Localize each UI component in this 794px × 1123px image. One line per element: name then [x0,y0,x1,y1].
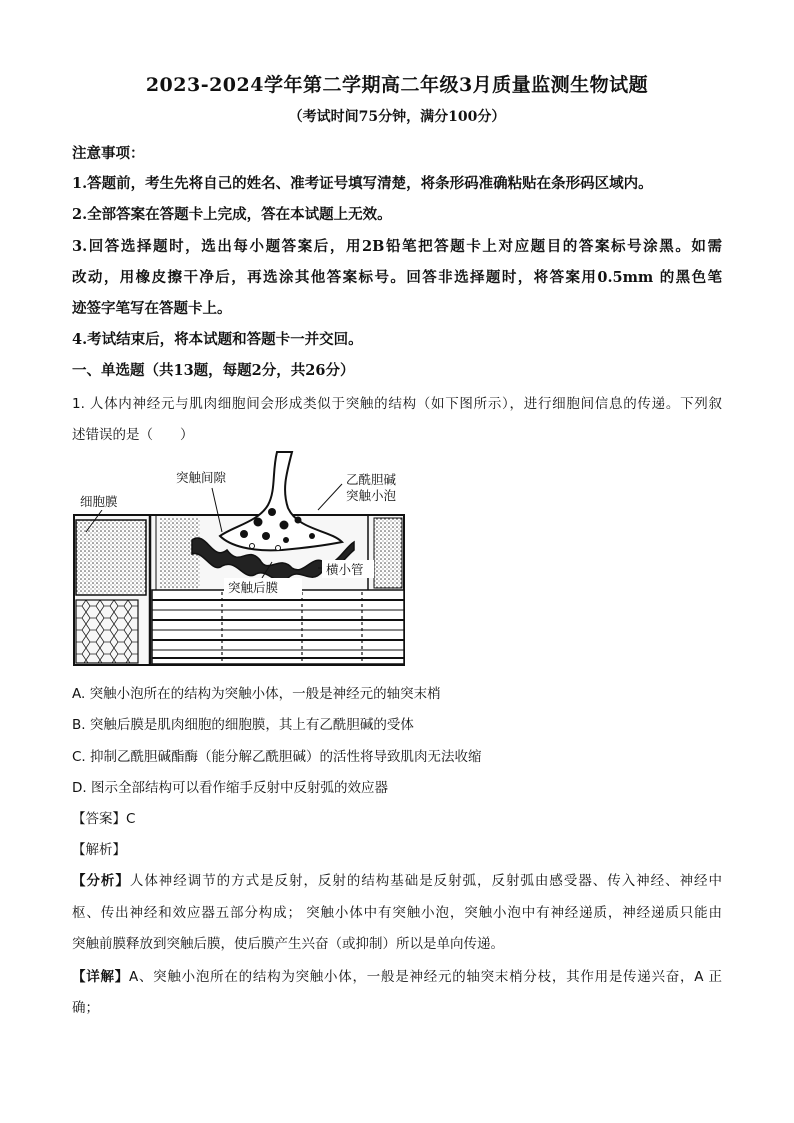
question-1-stem-line-1: 1. 人体内神经元与肌肉细胞间会形成类似于突触的结构（如下图所示），进行细胞间信息的传递。下列叙 [72,396,722,412]
label-synaptic-vesicle: 突触小泡 [346,488,397,503]
question-1-stem-line-2: 述错误的是（ ） [72,427,194,443]
synapse-diagram [72,450,412,670]
myofibril-cross-section [76,600,138,663]
label-synaptic-cleft: 突触间隙 [176,470,227,485]
analysis-label: 【解析】 [72,842,126,858]
section-heading: 一、单选题（共13题，每题2分，共26分） [72,362,355,379]
exam-time-note: （考试时间75分钟，满分100分） [288,109,506,125]
note-1: 1.答题前，考生先将自己的姓名、准考证号填写清楚，将条形码准确粘贴在条形码区域内。 [72,175,653,192]
answer-label: 【答案】 [72,811,126,827]
xiangjie-line-1 [72,965,722,985]
label-acetylcholine: 乙酰胆碱 [346,472,397,487]
fenxi-line-1 [72,869,722,889]
xiangjie-label: 【详解】 [72,969,129,985]
option-d: D. 图示全部结构可以看作缩手反射中反射弧的效应器 [72,780,388,796]
label-t-tubule: 横小管 [326,562,364,577]
option-c: C. 抑制乙酰胆碱酯酶（能分解乙酰胆碱）的活性将导致肌肉无法收缩 [72,749,482,765]
note-2: 2.全部答案在答题卡上完成，答在本试题上无效。 [72,206,392,223]
note-4: 4.考试结束后，将本试题和答题卡一并交回。 [72,331,363,348]
myofibrils [152,590,404,664]
synapse-figure [72,450,412,670]
fenxi-line-2: 枢、传出神经和效应器五部分构成； 突触小体中有突触小泡，突触小泡中有神经递质，神经递质只能由 [72,905,722,921]
answer-line [72,807,722,827]
fenxi-line-3: 突触前膜释放到突触后膜，使后膜产生兴奋（或抑制）所以是单向传递。 [72,936,504,952]
notes-heading: 注意事项： [72,145,145,162]
note-3-line-2: 改动，用橡皮擦干净后，再选涂其他答案标号。回答非选择题时，将答案用0.5mm 的黑色笔 [72,269,722,286]
page-title: 2023-2024学年第二学期高二年级3月质量监测生物试题 [145,74,649,96]
note-3-line-3: 迹签字笔写在答题卡上。 [72,300,232,317]
fenxi-text-1: 人体神经调节的方式是反射，反射的结构基础是反射弧，反射弧由感受器、传入神经、神经中 [129,873,723,889]
xiangjie-line-2: 确； [72,1000,99,1016]
label-cell-membrane: 细胞膜 [80,494,118,509]
option-b: B. 突触后膜是肌肉细胞的细胞膜，其上有乙酰胆碱的受体 [72,717,414,733]
xiangjie-text-1: A、突触小泡所在的结构为突触小体，一般是神经元的轴突末梢分枝，其作用是传递兴奋，A 正 [128,969,723,985]
synaptic-knob [220,452,342,550]
note-3-line-1: 3.回答选择题时，选出每小题答案后，用2B铅笔把答题卡上对应题目的答案标号涂黑。如需 [72,238,722,255]
option-a: A. 突触小泡所在的结构为突触小体，一般是神经元的轴突末梢 [72,686,441,702]
fenxi-label: 【分析】 [72,873,130,889]
answer-value: C [126,811,136,827]
label-postsynaptic-membrane: 突触后膜 [228,580,279,595]
